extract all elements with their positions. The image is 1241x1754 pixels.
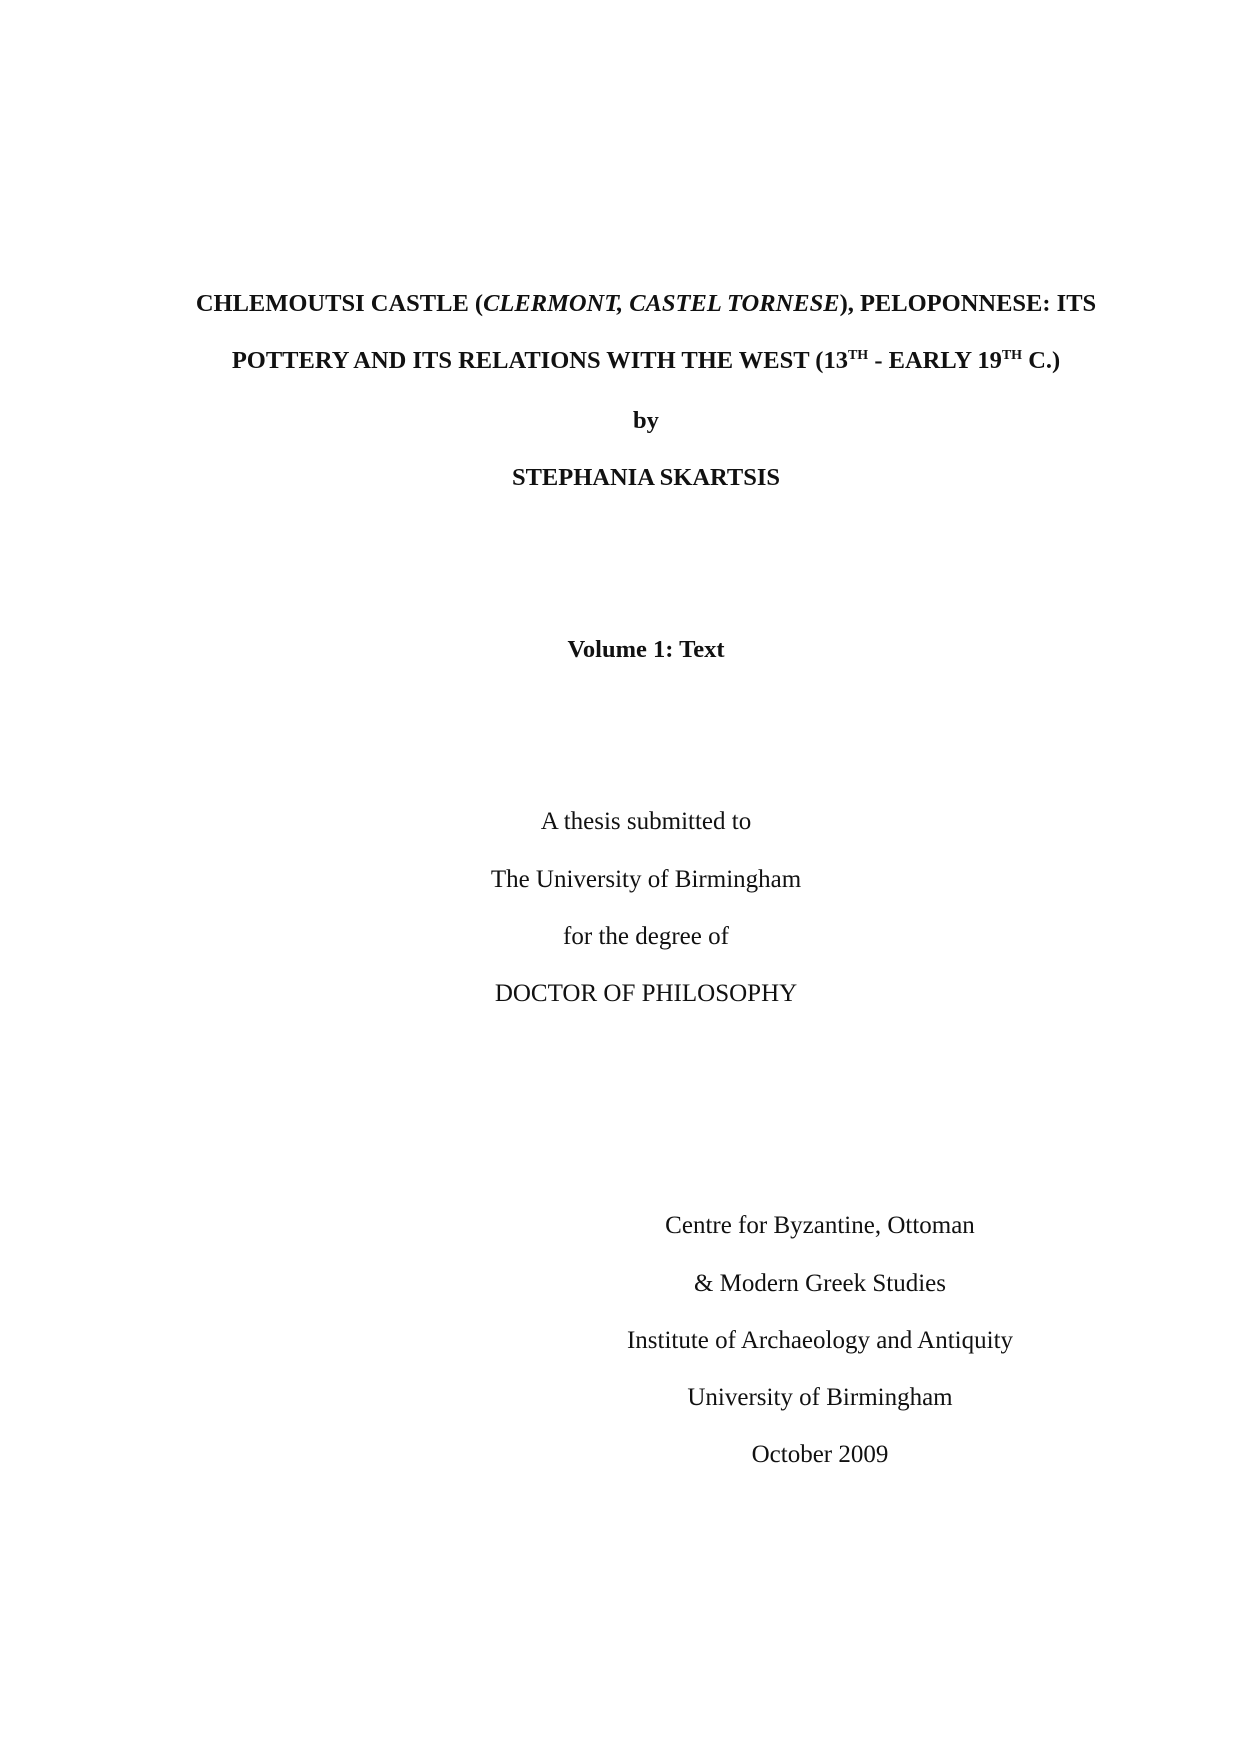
title-line-2 [0,349,1241,374]
affiliation-centre: Centre for Byzantine, Ottoman [665,1212,975,1239]
affiliation-centre-cont: & Modern Greek Studies [693,1270,947,1297]
title-text: ), PELOPONNESE: ITS [839,290,1097,317]
title-text: C.) [1022,347,1061,374]
title-line-1 [0,292,1241,317]
title-text: CHLEMOUTSI CASTLE ( [195,290,484,317]
submission-line-1: A thesis submitted to [540,808,752,835]
title-italic-alt-names: CLERMONT, CASTEL TORNESE [483,290,840,317]
submission-university: The University of Birmingham [490,866,802,893]
volume-label: Volume 1: Text [567,636,725,663]
ordinal-superscript: TH [1001,348,1023,363]
submission-line-3: for the degree of [563,923,729,950]
affiliation-institute: Institute of Archaeology and Antiquity [626,1327,1014,1354]
title-text: - EARLY 19 [868,347,1002,374]
title-text: POTTERY AND ITS RELATIONS WITH THE WEST (13 [231,347,848,374]
ordinal-superscript: TH [847,348,869,363]
degree-name: DOCTOR OF PHILOSOPHY [494,980,798,1007]
affiliation-university: University of Birmingham [687,1384,953,1411]
submission-date: October 2009 [751,1441,889,1468]
author-name: STEPHANIA SKARTSIS [511,464,781,491]
by-label: by [633,407,659,434]
